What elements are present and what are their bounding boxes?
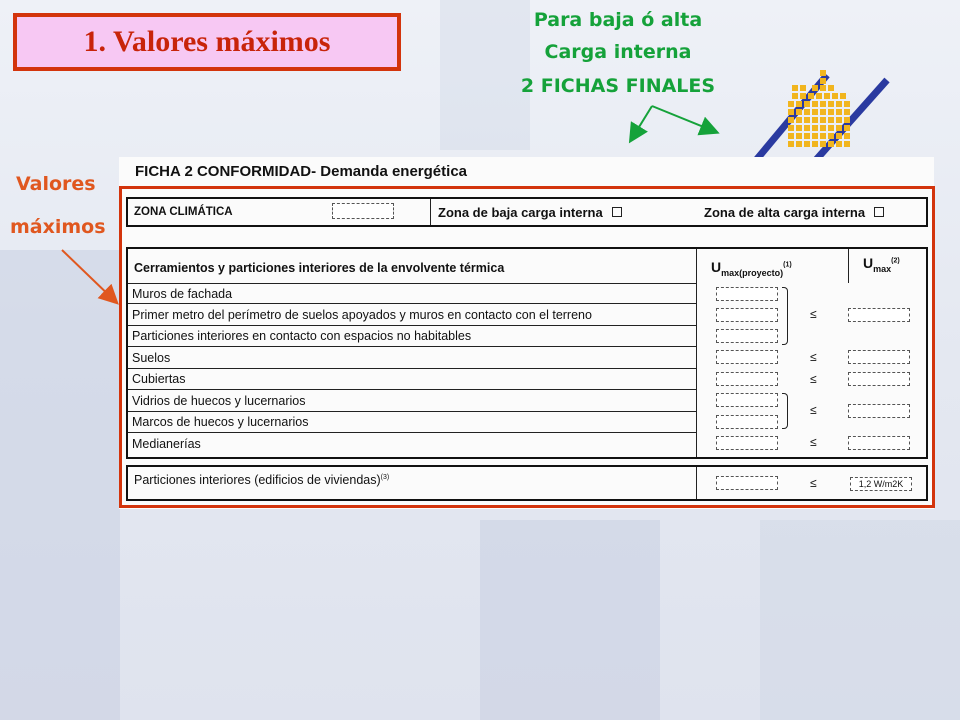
row-label: Muros de fachada <box>132 286 233 301</box>
leq-symbol: ≤ <box>810 307 817 321</box>
form-title <box>135 163 467 180</box>
orange-arrow <box>62 250 116 302</box>
row-label: Medianerías <box>132 437 201 451</box>
row-label: Suelos <box>132 350 171 365</box>
leq-symbol: ≤ <box>810 435 817 449</box>
row-label: Vidrios de huecos y lucernarios <box>132 393 306 408</box>
row-label: Cubiertas <box>132 372 186 386</box>
form-title-bold: FICHA 2 CONFORMIDAD <box>135 163 312 180</box>
leq-symbol: ≤ <box>810 476 817 490</box>
col-proyecto-note: (1) <box>783 261 792 269</box>
particiones-note: (3) <box>380 473 390 481</box>
row-label: Primer metro del perímetro de suelos apoyados y muros en contacto con el terreno <box>132 307 592 322</box>
zona-baja-label: Zona de baja carga interna <box>438 204 603 220</box>
col-proyecto-main: U <box>711 259 722 275</box>
note-line-2: Carga interna <box>544 41 692 63</box>
leq-symbol: ≤ <box>810 403 817 417</box>
col-max-sub: max <box>873 263 892 274</box>
table-header: Cerramientos y particiones interiores de la envolvente térmica <box>134 261 505 275</box>
form-title-rest: - Demanda energética <box>311 163 467 180</box>
col-max-note: (2) <box>891 257 900 265</box>
note-line-3: 2 FICHAS FINALES <box>520 75 716 97</box>
slide-title: 1. Valores máximos <box>83 25 331 58</box>
particiones-value-text: 1,2 W/m2K <box>858 479 904 489</box>
row-label: Marcos de huecos y lucernarios <box>132 415 309 429</box>
leq-symbol: ≤ <box>810 372 817 386</box>
highlight-frame <box>119 186 935 508</box>
col-max-main: U <box>863 255 874 271</box>
green-arrow-right <box>652 106 716 132</box>
side-label-line-1: Valores <box>16 173 96 195</box>
side-label-line-2: máximos <box>10 216 106 238</box>
green-arrow-left <box>631 106 652 140</box>
zona-alta-label: Zona de alta carga interna <box>704 204 866 220</box>
note-line-1: Para baja ó alta <box>533 9 703 31</box>
row-label: Particiones interiores en contacto con espacios no habitables <box>132 329 472 343</box>
leq-symbol: ≤ <box>810 350 817 364</box>
particiones-text: Particiones interiores (edificios de viviendas) <box>134 473 381 487</box>
zona-climatica-text: ZONA CLIMÁTICA <box>134 206 233 218</box>
col-proyecto-sub: max(proyecto) <box>721 267 784 278</box>
